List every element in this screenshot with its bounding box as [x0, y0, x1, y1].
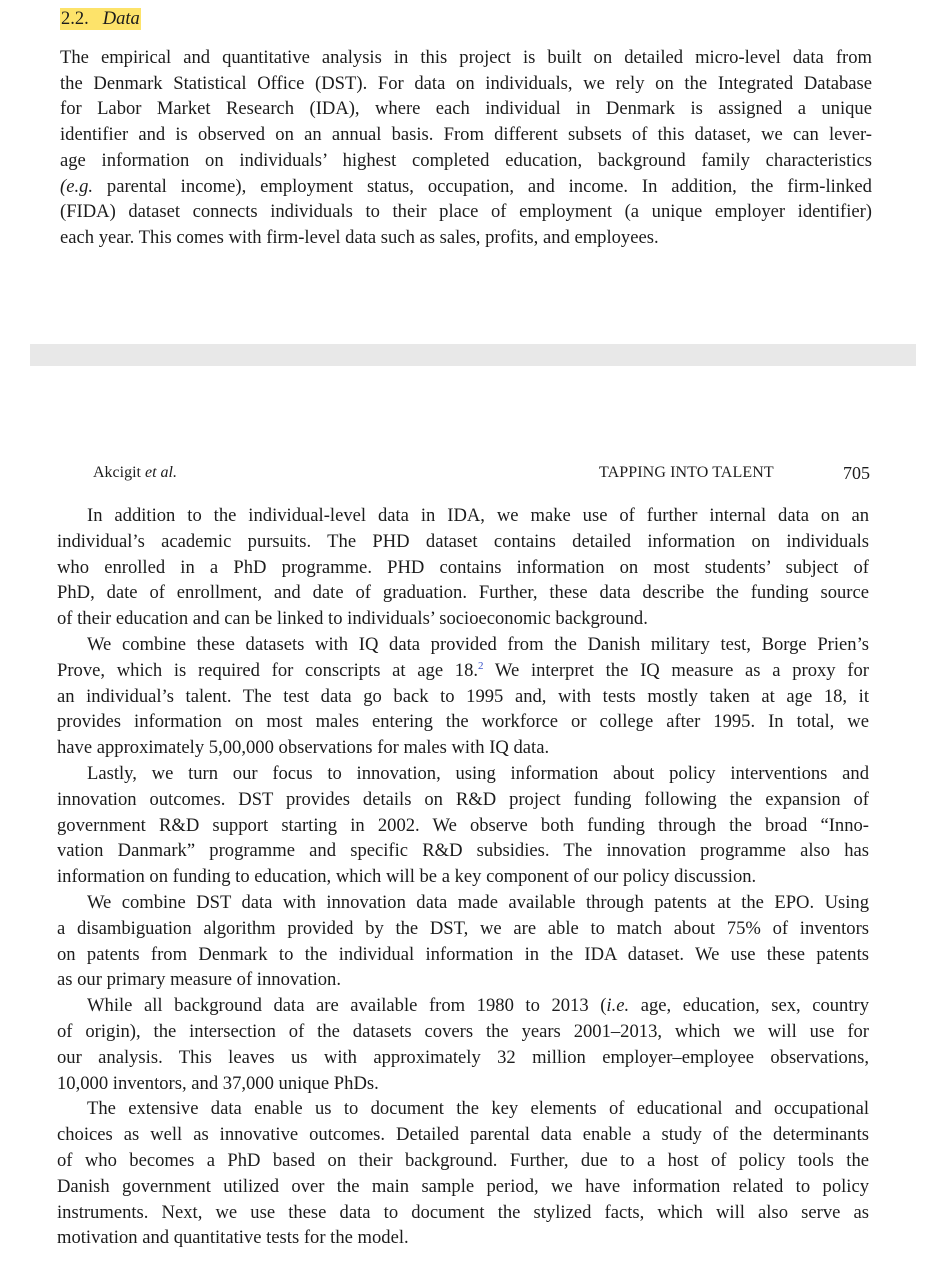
- text-line: government R&D support starting in 2002. We observe both funding through the broad “Inno-: [57, 814, 869, 836]
- text-fragment: We interpret the IQ measure as a proxy for: [494, 659, 869, 681]
- text-line: PhD, date of enrollment, and date of graduation. Further, these data describe the funding source: [57, 582, 869, 604]
- page-number: 705: [843, 463, 870, 483]
- paragraph-iq-data: [57, 632, 869, 761]
- text-line: of their education and can be linked to individuals’ socioeconomic background.: [57, 608, 648, 630]
- text-line: 10,000 inventors, and 37,000 unique PhDs.: [57, 1072, 379, 1094]
- author-name: Akcigit: [93, 464, 141, 481]
- text-line: Danish government utilized over the main sample period, we have information related to policy: [57, 1175, 869, 1197]
- section-number: 2.2.: [61, 9, 89, 29]
- text-fragment: parental income), employment status, occupation, and income. In addition, the firm-linked: [106, 175, 872, 197]
- text-line: our analysis. This leaves us with approximately 32 million employer–employee observations,: [57, 1046, 869, 1068]
- text-line: of who becomes a PhD based on their background. Further, due to a host of policy tools the: [57, 1149, 869, 1171]
- text-line: of origin), the intersection of the datasets covers the years 2001–2013, which we will use for: [57, 1020, 869, 1042]
- text-line: information on funding to education, which will be a key component of our policy discussion.: [57, 866, 757, 888]
- eg-abbrev: (e.g.: [60, 175, 94, 197]
- text-line: innovation outcomes. DST provides details on R&D project funding following the expansion of: [57, 788, 869, 810]
- section-title: Data: [102, 9, 140, 29]
- text-line: each year. This comes with firm-level data such as sales, profits, and employees.: [60, 226, 659, 248]
- text-line: the Denmark Statistical Office (DST). For data on individuals, we rely on the Integrated Database: [60, 72, 872, 94]
- text-line: [57, 658, 869, 684]
- text-fragment: While all background data are available from 1980 to 2013 (: [87, 995, 607, 1017]
- text-line: [57, 993, 869, 1019]
- text-line: provides information on most males entering the workforce or college after 1995. In total, we: [57, 711, 869, 733]
- text-line: individual’s academic pursuits. The PHD dataset contains detailed information on individuals: [57, 530, 869, 552]
- text-line: The extensive data enable us to document the key elements of educational and occupational: [87, 1098, 869, 1120]
- body-text: [57, 503, 869, 1251]
- author-etal: et al.: [145, 464, 177, 481]
- paragraph-innovation: [57, 761, 869, 890]
- paragraph-summary: [57, 1096, 869, 1251]
- text-line: The empirical and quantitative analysis in this project is built on detailed micro-level data from: [60, 47, 872, 68]
- text-line: on patents from Denmark to the individual information in the IDA dataset. We use these patents: [57, 943, 869, 965]
- footnote-marker[interactable]: 2: [478, 659, 484, 672]
- text-fragment: Prove, which is required for conscripts at age 18.: [57, 659, 479, 681]
- text-line: (FIDA) dataset connects individuals to their place of employment (a unique employer identifier): [60, 201, 872, 223]
- text-line: an individual’s talent. The test data go back to 1995 and, with tests mostly taken at age 18, it: [57, 685, 869, 707]
- text-line: motivation and quantitative tests for the model.: [57, 1227, 409, 1249]
- text-line: In addition to the individual-level data in IDA, we make use of further internal data on an: [87, 505, 869, 526]
- paragraph-phd-data: [57, 503, 869, 632]
- text-line: choices as well as innovative outcomes. Detailed parental data enable a study of the determinants: [57, 1124, 869, 1146]
- previous-page-fragment: [0, 0, 946, 343]
- text-line: age information on individuals’ highest completed education, background family characteristics: [60, 149, 872, 171]
- paragraph-sample-period: [57, 993, 869, 1096]
- text-line: for Labor Market Research (IDA), where each individual in Denmark is assigned a unique: [60, 98, 872, 120]
- text-line: identifier and is observed on an annual basis. From different subsets of this dataset, we can lever-: [60, 124, 872, 146]
- section-heading: [60, 8, 141, 30]
- running-head: [93, 461, 870, 485]
- text-line: We combine these datasets with IQ data provided from the Danish military test, Borge Prien’s: [87, 633, 869, 655]
- text-line: a disambiguation algorithm provided by the DST, we are able to match about 75% of inventors: [57, 917, 869, 939]
- text-line: [60, 174, 872, 200]
- text-line: We combine DST data with innovation data made available through patents at the EPO. Using: [87, 891, 869, 913]
- ie-abbrev: i.e.: [606, 995, 630, 1017]
- text-line: instruments. Next, we use these data to document the stylized facts, which will also serve as: [57, 1201, 869, 1223]
- text-line: as our primary measure of innovation.: [57, 969, 341, 991]
- intro-paragraph: [60, 45, 872, 251]
- text-line: who enrolled in a PhD programme. PHD contains information on most students’ subject of: [57, 556, 869, 578]
- page-break-divider: [30, 344, 916, 366]
- text-fragment: age, education, sex, country: [629, 995, 870, 1017]
- paragraph-patents: [57, 890, 869, 993]
- text-line: have approximately 5,00,000 observations for males with IQ data.: [57, 737, 550, 759]
- running-head-authors: [93, 461, 177, 485]
- text-line: vation Danmark” programme and specific R&D subsidies. The innovation programme also has: [57, 840, 869, 862]
- text-line: Lastly, we turn our focus to innovation, using information about policy interventions and: [87, 762, 869, 784]
- running-head-title: TAPPING INTO TALENT: [599, 464, 774, 481]
